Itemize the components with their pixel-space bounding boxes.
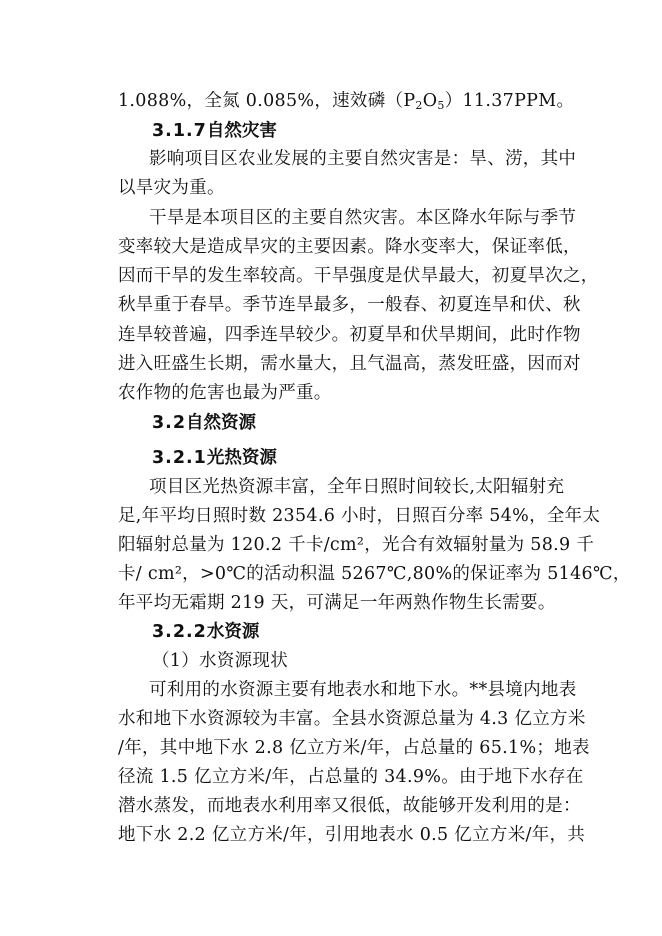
paragraph-line: 阳辐射总量为 120.2 千卡/cm²，光合有效辐射量为 58.9 千 <box>118 535 595 555</box>
section-heading-3-2: 3.2自然资源 <box>152 413 257 433</box>
paragraph-line: 干旱是本项目区的主要自然灾害。本区降水年际与季节 <box>149 208 577 228</box>
section-heading-3-1-7: 3.1.7自然灾害 <box>152 121 277 141</box>
paragraph-line: 连旱较普遍，四季连旱较少。初夏旱和伏旱期间，此时作物 <box>118 325 581 345</box>
paragraph-line: 项目区光热资源丰富，全年日照时间较长,太阳辐射充 <box>149 477 565 497</box>
paragraph-line: 径流 1.5 亿立方米/年，占总量的 34.9%。由于地下水存在 <box>118 767 584 787</box>
paragraph-line: 以旱灾为重。 <box>118 178 225 198</box>
section-heading-3-2-2: 3.2.2水资源 <box>152 622 260 642</box>
paragraph-line: 水和地下水资源较为丰富。全县水资源总量为 4.3 亿立方米 <box>118 709 586 729</box>
paragraph-line: 足,年平均日照时数 2354.6 小时，日照百分率 54%，全年太 <box>118 506 601 526</box>
paragraph-line: 地下水 2.2 亿立方米/年，引用地表水 0.5 亿立方米/年，共 <box>118 825 586 845</box>
paragraph-line: 农作物的危害也最为严重。 <box>118 383 332 403</box>
paragraph-line: 变率较大是造成旱灾的主要因素。降水变率大，保证率低， <box>118 237 581 257</box>
text-line: 1.088%，全氮 0.085%，速效磷$(P_2O_5)11.37PPM$。 <box>118 91 575 112</box>
paragraph-line: 潜水蒸发，而地表水利用率又很低，故能够开发利用的是： <box>118 796 581 816</box>
paragraph-line: 因而干旱的发生率较高。干旱强度是伏旱最大，初夏旱次之， <box>118 266 599 286</box>
paragraph-line: 影响项目区农业发展的主要自然灾害是：旱、涝，其中 <box>149 149 577 169</box>
section-heading-3-2-1: 3.2.1光热资源 <box>152 448 277 468</box>
paragraph-line: 可利用的水资源主要有地表水和地下水。**县境内地表 <box>149 680 577 700</box>
paragraph-line: 卡/ cm²，>0℃的活动积温 5267℃,80%的保证率为 5146℃， <box>118 564 631 584</box>
paragraph-line: /年，其中地下水 2.8 亿立方米/年，占总量的 65.1%；地表 <box>118 738 590 758</box>
paragraph-line: 年平均无霜期 219 天，可满足一年两熟作物生长需要。 <box>118 593 556 613</box>
paragraph-line: 进入旺盛生长期，需水量大，且气温高，蒸发旺盛，因而对 <box>118 354 581 374</box>
paragraph-line: 秋旱重于春旱。季节连旱最多，一般春、初夏连旱和伏、秋 <box>118 295 581 315</box>
subsection-label: （1）水资源现状 <box>152 651 289 671</box>
